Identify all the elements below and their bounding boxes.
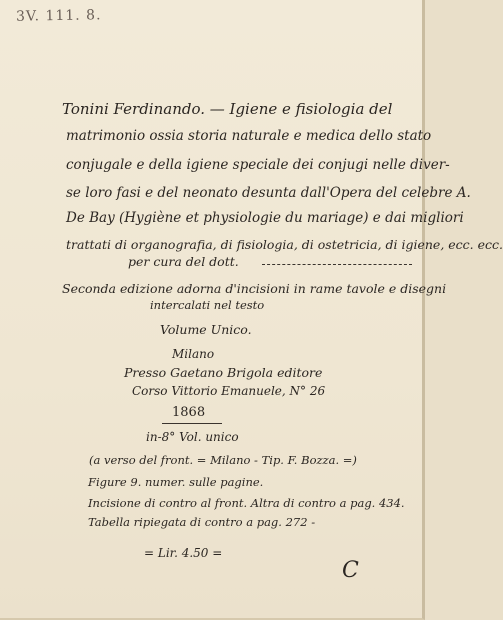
figures-note: Figure 9. numer. sulle pagine. bbox=[88, 475, 264, 489]
edition-line-2: intercalati nel testo bbox=[150, 298, 265, 312]
initial-mark: C bbox=[342, 558, 359, 583]
publisher-address: Corso Vittorio Emanuele, N° 26 bbox=[132, 384, 326, 398]
entry-line-2: matrimonio ossia storia naturale e medica dello stato bbox=[66, 128, 432, 144]
entry-line-4: se loro fasi e del neonato desunta dall'Opera del celebre A. bbox=[66, 185, 471, 201]
engraving-note: Incisione di contro al front. Altra di contro a pag. 434. bbox=[88, 496, 405, 510]
year: 1868 bbox=[172, 405, 206, 420]
price: = Lir. 4.50 = bbox=[144, 546, 223, 560]
entry-line-1: Tonini Ferdinando. — Igiene e fisiologia del bbox=[62, 100, 393, 118]
entry-line-7: per cura del dott. bbox=[128, 254, 239, 269]
volume-label: Volume Unico. bbox=[160, 322, 252, 337]
publisher: Presso Gaetano Brigola editore bbox=[124, 365, 323, 380]
entry-line-6: trattati di organografia, di fisiologia, di ostetricia, di igiene, ecc. ecc. bbox=[66, 237, 503, 252]
format: in-8° Vol. unico bbox=[146, 430, 239, 444]
verso-note: (a verso del front. = Milano - Tip. F. Bozza. =) bbox=[89, 453, 357, 467]
entry-line-3: conjugale e della igiene speciale dei conjugi nelle diver- bbox=[66, 157, 450, 173]
entry-line-5: De Bay (Hygiène et physiologie du mariage) e dai migliori bbox=[66, 210, 464, 226]
city: Milano bbox=[172, 347, 215, 361]
fill-rule bbox=[262, 264, 412, 265]
year-rule bbox=[162, 423, 222, 424]
edition-line: Seconda edizione adorna d'incisioni in rame tavole e disegni bbox=[62, 281, 447, 296]
table-note: Tabella ripiegata di contro a pag. 272 - bbox=[88, 515, 316, 529]
shelfmark: 3V. 111. 8. bbox=[15, 7, 102, 25]
